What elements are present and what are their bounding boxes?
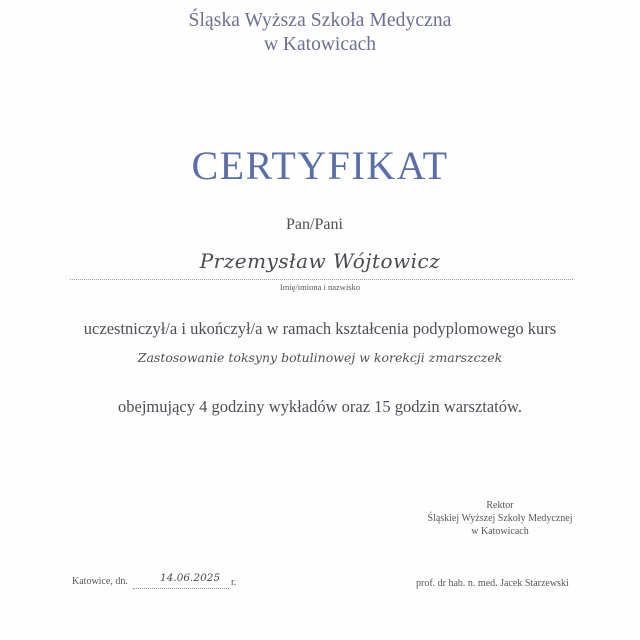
recipient-name: Przemysław Wójtowicz	[199, 249, 441, 273]
name-caption: Imię/imiona i nazwisko	[279, 282, 361, 292]
year-suffix: r.	[231, 577, 237, 588]
signatory-org: Śląskiej Wyższej Szkoły Medycznej	[427, 513, 573, 524]
institution-name: Śląska Wyższa Szkoła Medyczna	[188, 10, 452, 31]
course-title: Zastosowanie toksyny botulinowej w korekcji zmarszczek	[137, 350, 503, 365]
completion-statement: uczestniczył/a i ukończył/a w ramach kształcenia podyplomowego kurs	[83, 319, 557, 338]
issue-date: 14.06.2025	[160, 572, 221, 584]
certificate-title: CERTYFIKAT	[191, 143, 449, 188]
salutation: Pan/Pani	[286, 216, 343, 233]
name-dotted-line	[70, 279, 573, 280]
signatory-role: Rektor	[486, 500, 514, 511]
signatory-name: prof. dr hab. n. med. Jacek Starzewski	[416, 578, 569, 589]
hours-statement: obejmujący 4 godziny wykładów oraz 15 godzin warsztatów.	[118, 397, 522, 416]
institution-city: w Katowicach	[263, 34, 377, 55]
signatory-org-city: w Katowicach	[471, 526, 529, 537]
date-dotted-line	[133, 588, 229, 589]
place-label: Katowice, dn.	[72, 576, 128, 587]
signatory-block	[400, 499, 600, 538]
